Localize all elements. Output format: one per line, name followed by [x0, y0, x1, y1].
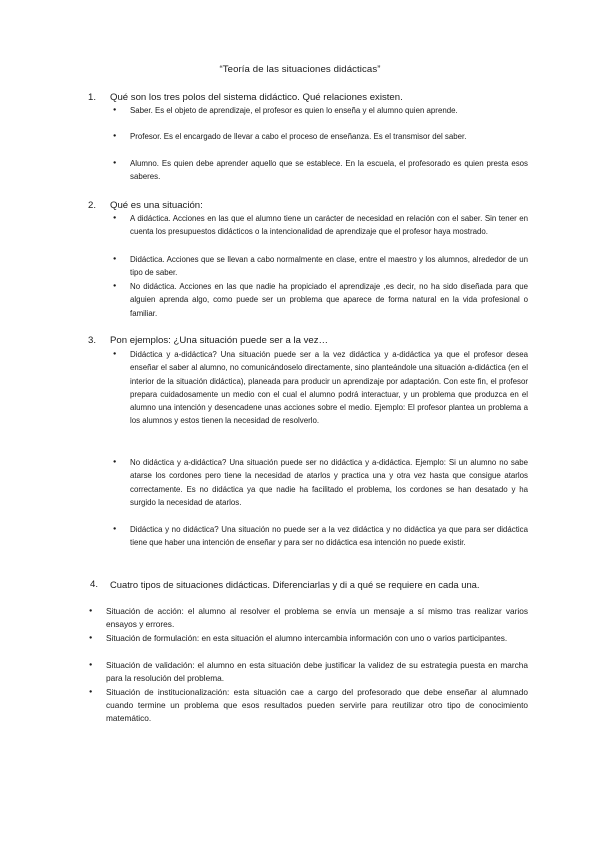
question-number: 4.	[90, 579, 99, 590]
question-number: 3.	[88, 335, 97, 346]
question-text: Pon ejemplos: ¿Una situación puede ser a la vez…	[110, 335, 329, 346]
list-item: ● Situación de acción: el alumno al resolver el problema se envía un mensaje a sí mismo tras realizar varios ensayos y errores.	[106, 605, 528, 631]
list-item: ● No didáctica. Acciones en las que nadie ha propiciado el aprendizaje ,es decir, no ha sido diseñada para que alguien aprenda algo, como puede ser un problema que aparece de forma natural en la vida profesional o familiar.	[130, 280, 528, 320]
list-item: ● Situación de validación: el alumno en esta situación debe justificar la validez de su estrategia puesta en marcha para la resolución del problema.	[106, 659, 528, 685]
question-number: 2.	[88, 200, 97, 211]
question-text: Qué es una situación:	[110, 200, 203, 211]
list-item: ● Situación de formulación: en esta situación el alumno intercambia información con uno o varios participantes.	[106, 632, 528, 645]
question-text: Cuatro tipos de situaciones didácticas. Diferenciarlas y di a qué se requiere en cada una.	[110, 579, 480, 590]
list-item: ● A didáctica. Acciones en las que el alumno tiene un carácter de necesidad en relación con el saber. Sin tener en cuenta los presupuestos didácticos o la intencionalidad de aprendizaje que el profesor haya mostrado.	[130, 212, 528, 239]
list-item: ● Didáctica y no didáctica? Una situación no puede ser a la vez didáctica y no didáctica ya que para ser didáctica tiene que haber una intención de enseñar y para ser no didáctica esa intención no puede existir.	[130, 523, 528, 550]
list-item: ● Situación de institucionalización: esta situación cae a cargo del profesorado que debe enseñar al alumnado cuando termine un problema que esos resultados pueden servirle para reutilizar otro tipo de conocimiento matemático.	[106, 686, 528, 726]
list-item: ● No didáctica y a-didáctica? Una situación puede ser no didáctica y a-didáctica. Ejemplo: Si un alumno no sabe atarse los cordones pero tiene la necesidad de atarlos y practica una y otra vez hasta que consigue atarlos correctamente. Es no didáctica ya que nadie ha facilitado el problema, los cordones se han desatado y ha surgido la necesidad de atarlos.	[130, 456, 528, 509]
question-text: Qué son los tres polos del sistema didáctico. Qué relaciones existen.	[110, 92, 403, 103]
list-item: ● Didáctica. Acciones que se llevan a cabo normalmente en clase, entre el maestro y los alumnos, alrededor de un tipo de saber.	[130, 253, 528, 280]
document-title: “Teoría de las situaciones didácticas”	[219, 64, 381, 75]
question-number: 1.	[88, 92, 97, 103]
list-item: ● Profesor. Es el encargado de llevar a cabo el proceso de enseñanza. Es el transmisor del saber.	[130, 130, 528, 143]
list-item: ● Alumno. Es quien debe aprender aquello que se establece. En la escuela, el profesorado es quien presta esos saberes.	[130, 157, 528, 184]
list-item: ● Saber. Es el objeto de aprendizaje, el profesor es quien lo enseña y el alumno quien aprende.	[130, 104, 528, 117]
list-item: ● Didáctica y a-didáctica? Una situación puede ser a la vez didáctica y a-didáctica ya que el profesor desea enseñar el saber al alumno, no comunicándoselo directamente, sino planteándole una situación a-didáctica (en el interior de la situación didáctica), planeada para producir un aprendizaje por adaptación. Con este fin, el profesor prepara cuidadosamente un medio con el cual el alumno podrá interactuar, y un problema que produzca en el alumno una intención y desencadene unas acciones sobre el medio. Ejemplo: El profesor plantea un problema a los alumnos y estos tienen la necesidad de resolverlo.	[130, 348, 528, 428]
